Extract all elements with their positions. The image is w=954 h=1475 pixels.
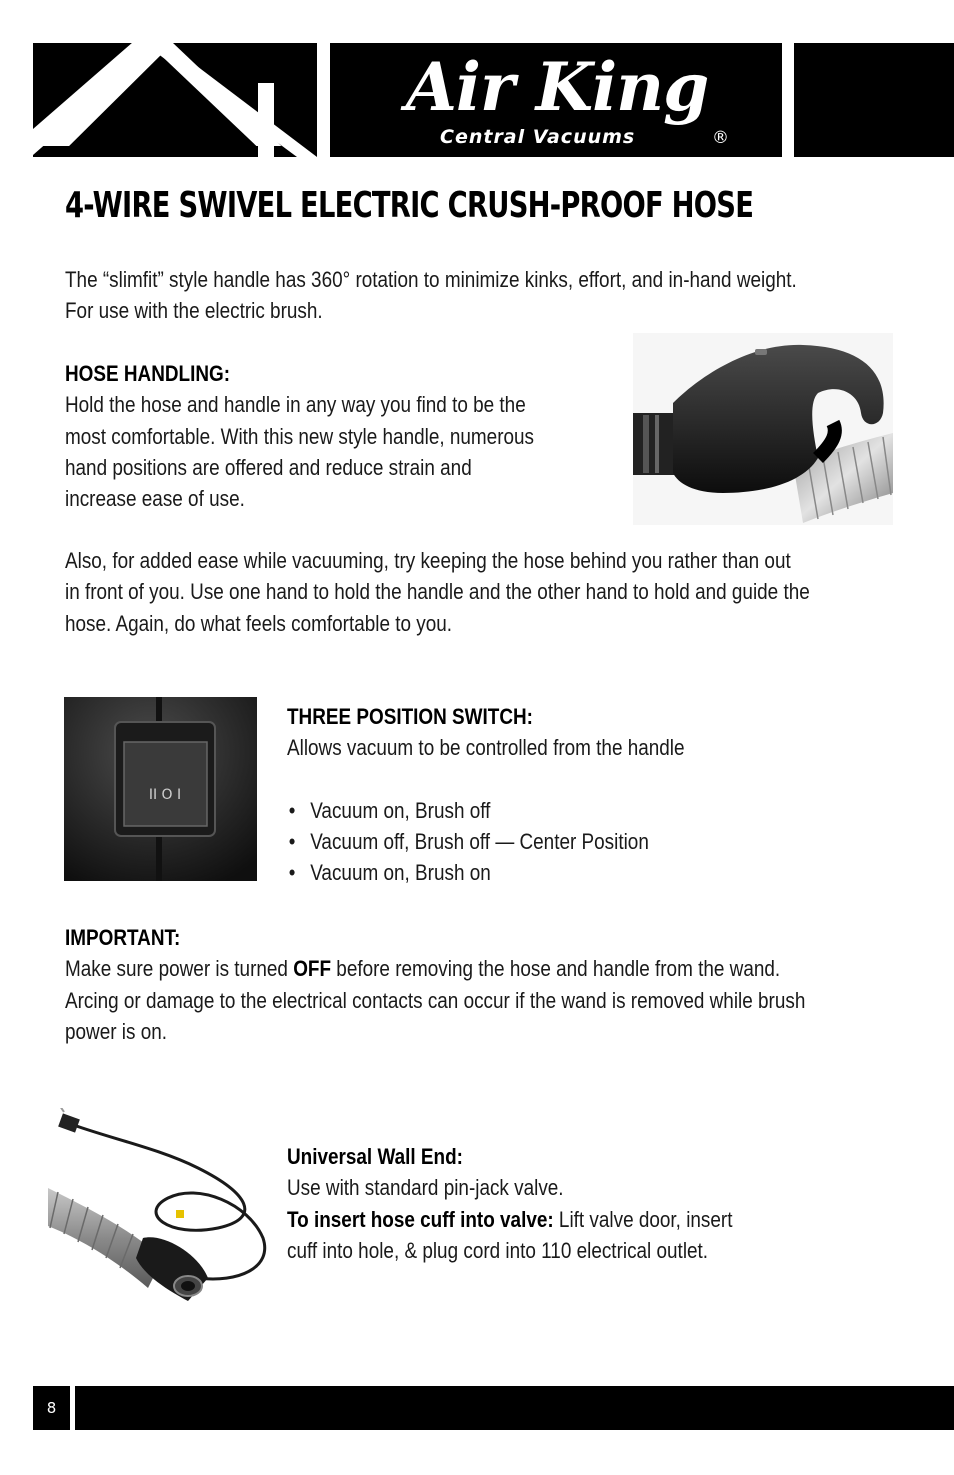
house-roof-icon [33,43,317,157]
hose-handling-extra-line: Also, for added ease while vacuuming, try keeping the hose behind you rather than out [65,548,791,573]
important-line: Arcing or damage to the electrical contacts can occur if the wand is removed while brush [65,987,806,1013]
switch-option: • Vacuum on, Brush off [287,795,685,826]
important-heading: IMPORTANT: [65,925,181,950]
hose-handle-photo [633,333,893,525]
off-emphasis: OFF [293,956,332,982]
hose-handling-line: hand positions are offered and reduce strain and [65,454,472,480]
footer-bar [75,1386,954,1430]
wall-end-line: To insert hose cuff into valve: Lift valve door, insert [287,1206,733,1232]
switch-option: • Vacuum on, Brush on [287,857,685,888]
hose-handling-heading: HOSE HANDLING: [65,361,231,386]
important-line: power is on. [65,1018,168,1044]
important-line: Make sure power is turned OFF before removing the hose and handle from the wand. [65,956,781,982]
brand-tagline: Central Vacuums [440,126,636,148]
page-number-box [33,1386,70,1430]
switch-photo [64,697,257,881]
switch-section [287,701,749,888]
hose-handling-line: Hold the hose and handle in any way you find to be the [65,392,526,418]
wall-end-line: Use with standard pin-jack valve. [287,1175,564,1201]
important-section [65,922,926,1047]
hose-handling-line: most comfortable. With this new style handle, numerous [65,423,535,449]
hose-handling-line: increase ease of use. [65,486,245,512]
switch-options-list [287,795,685,889]
wall-end-line: cuff into hole, & plug cord into 110 electrical outlet. [287,1237,709,1263]
hose-handling-extra-line: in front of you. Use one hand to hold the handle and the other hand to hold and guide the [65,579,810,605]
header-logo-panel [330,43,782,157]
header-right-panel [794,43,954,157]
header-house-panel [33,43,317,157]
intro-section [65,264,916,327]
intro-line: For use with the electric brush. [65,298,323,324]
switch-option: • Vacuum off, Brush off — Center Position [287,826,685,857]
hose-handling-section [65,358,610,514]
wall-end-section [287,1141,805,1266]
insert-instruction-label: To insert hose cuff into valve: [287,1206,554,1232]
hose-handling-extra-line: hose. Again, do what feels comfortable to you. [65,610,453,636]
switch-rocker-label: II O I [148,787,182,803]
hose-handling-extra [65,545,931,639]
switch-description: Allows vacuum to be controlled from the handle [287,735,685,761]
page-number: 8 [46,1399,57,1417]
page-title: 4-WIRE SWIVEL ELECTRIC CRUSH-PROOF HOSE [65,185,754,226]
intro-line: The “slimfit” style handle has 360° rotation to minimize kinks, effort, and in-hand weight. [65,267,797,292]
switch-heading: THREE POSITION SWITCH: [287,704,533,729]
wall-end-heading: Universal Wall End: [287,1144,463,1169]
brand-logo: Air King [405,48,709,126]
wall-end-photo [48,1108,273,1301]
registered-mark: ® [712,128,729,148]
